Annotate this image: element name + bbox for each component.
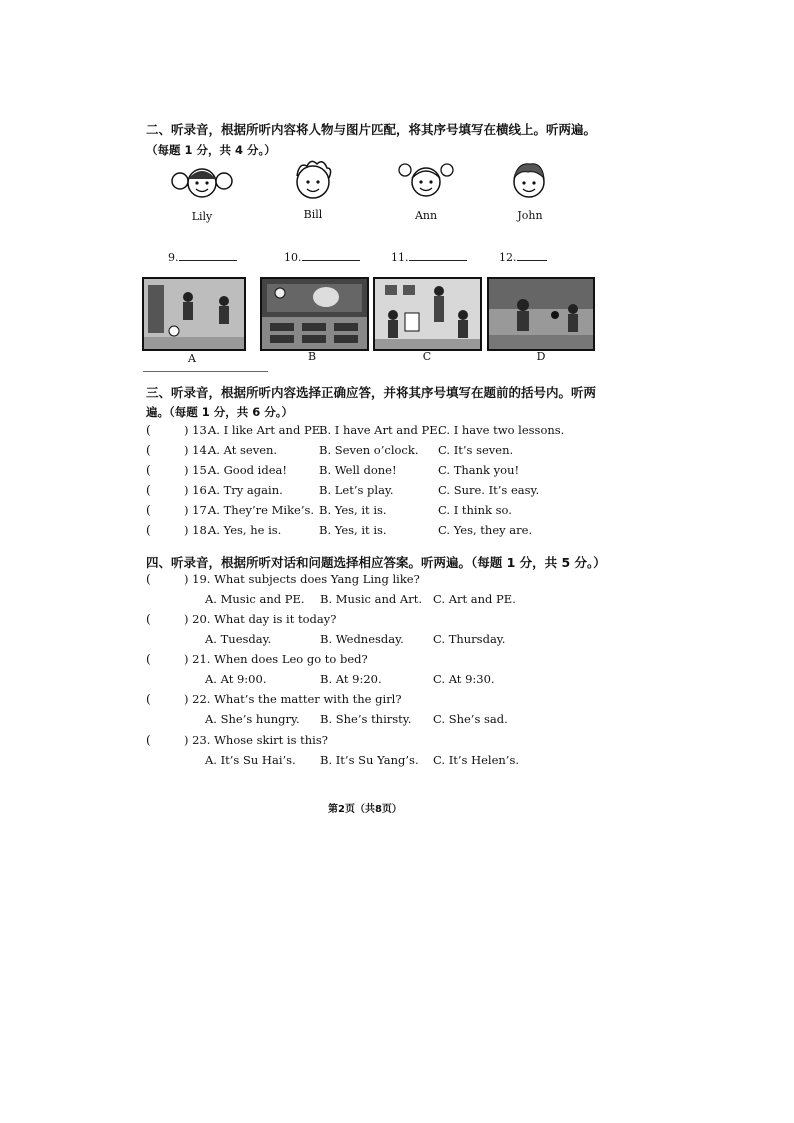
option-c: C. Sure. It’s easy. — [438, 483, 540, 497]
option-c: C. Yes, they are. — [438, 523, 533, 537]
question-text: ) 23. Whose skirt is this? — [184, 733, 328, 747]
option-b: B. Well done! — [319, 463, 397, 477]
option-a: A. Tuesday. — [205, 632, 272, 646]
option-b: B. I have Art and PE. — [319, 423, 442, 437]
option-a: A. Try again. — [208, 483, 283, 497]
option-a: A. She’s hungry. — [205, 712, 300, 726]
picture-b-classroom — [260, 277, 369, 351]
picture-d-field — [487, 277, 595, 351]
picture-a-playground — [142, 277, 246, 351]
lily-face-icon — [170, 155, 234, 207]
option-b: B. At 9:20. — [320, 672, 382, 686]
blank-12-number: 12. — [499, 251, 517, 264]
answer-bracket-open[interactable]: ( — [146, 733, 151, 747]
person-name-lily: Lily — [191, 210, 213, 223]
option-a: A. They’re Mike’s. — [208, 503, 315, 517]
option-a: A. I like Art and PE. — [208, 423, 324, 437]
option-c: C. I think so. — [438, 503, 512, 517]
answer-bracket-open[interactable]: ( — [146, 483, 151, 497]
answer-bracket-open[interactable]: ( — [146, 572, 151, 586]
picture-c-art-room — [373, 277, 482, 351]
question-number: ) 17. — [184, 503, 211, 517]
option-b: B. Music and Art. — [320, 592, 422, 606]
person-name-john: John — [517, 209, 543, 222]
answer-bracket-open[interactable]: ( — [146, 692, 151, 706]
option-a: A. At 9:00. — [205, 672, 267, 686]
blank-12[interactable] — [499, 250, 547, 264]
option-c: C. It’s Helen’s. — [433, 753, 520, 767]
section-4-title: 四、听录音，根据所听对话和问题选择相应答案。听两遍。（每题 1 分，共 5 分。） — [146, 555, 606, 570]
question-text: ) 22. What’s the matter with the girl? — [184, 692, 402, 706]
answer-bracket-open[interactable]: ( — [146, 612, 151, 626]
question-number: ) 16. — [184, 483, 211, 497]
blank-9[interactable] — [168, 250, 237, 264]
divider — [143, 371, 268, 372]
bill-face-icon — [285, 152, 341, 208]
option-b: B. Yes, it is. — [319, 523, 387, 537]
blank-9-number: 9. — [168, 251, 179, 264]
section-2-title: 二、听录音，根据所听内容将人物与图片匹配，将其序号填写在横线上。听两遍。 — [146, 122, 597, 137]
option-b: B. Wednesday. — [320, 632, 404, 646]
option-c: C. Art and PE. — [433, 592, 516, 606]
answer-bracket-open[interactable]: ( — [146, 503, 151, 517]
answer-bracket-open[interactable]: ( — [146, 652, 151, 666]
picture-label-d: D — [536, 350, 546, 363]
ann-face-icon — [393, 152, 459, 208]
john-face-icon — [500, 152, 558, 208]
option-a: A. Yes, he is. — [208, 523, 282, 537]
answer-bracket-open[interactable]: ( — [146, 523, 151, 537]
section-2-scoring: （每题 1 分，共 4 分。） — [146, 143, 276, 157]
person-name-ann: Ann — [414, 209, 438, 222]
answer-bracket-open[interactable]: ( — [146, 443, 151, 457]
page-footer: 第2页（共8页） — [328, 804, 402, 815]
section-3-title: 三、听录音，根据所听内容选择正确应答，并将其序号填写在题前的括号内。听两 — [146, 385, 597, 400]
option-a: A. At seven. — [208, 443, 278, 457]
option-c: C. At 9:30. — [433, 672, 495, 686]
picture-label-c: C — [422, 350, 432, 363]
option-c: C. I have two lessons. — [438, 423, 565, 437]
option-a: A. It’s Su Hai’s. — [205, 753, 296, 767]
picture-label-a: A — [188, 352, 196, 365]
blank-11-number: 11. — [391, 251, 409, 264]
question-number: ) 18. — [184, 523, 211, 537]
option-b: B. It’s Su Yang’s. — [320, 753, 419, 767]
option-c: C. She’s sad. — [433, 712, 508, 726]
option-b: B. Let’s play. — [319, 483, 394, 497]
question-number: ) 14. — [184, 443, 211, 457]
blank-10[interactable] — [284, 250, 360, 264]
question-number: ) 15. — [184, 463, 211, 477]
question-text: ) 20. What day is it today? — [184, 612, 337, 626]
picture-label-b: B — [307, 350, 317, 363]
option-b: B. She’s thirsty. — [320, 712, 412, 726]
option-c: C. Thank you! — [438, 463, 520, 477]
option-c: C. Thursday. — [433, 632, 506, 646]
option-a: A. Music and PE. — [205, 592, 305, 606]
answer-bracket-open[interactable]: ( — [146, 463, 151, 477]
option-a: A. Good idea! — [208, 463, 287, 477]
blank-11[interactable] — [391, 250, 467, 264]
question-text: ) 21. When does Leo go to bed? — [184, 652, 368, 666]
section-3-title-continued: 遍。（每题 1 分，共 6 分。） — [146, 405, 294, 419]
question-text: ) 19. What subjects does Yang Ling like? — [184, 572, 420, 586]
option-b: B. Yes, it is. — [319, 503, 387, 517]
person-name-bill: Bill — [303, 208, 323, 221]
option-b: B. Seven o’clock. — [319, 443, 419, 457]
question-number: ) 13. — [184, 423, 211, 437]
option-c: C. It’s seven. — [438, 443, 514, 457]
answer-bracket-open[interactable]: ( — [146, 423, 151, 437]
blank-10-number: 10. — [284, 251, 302, 264]
